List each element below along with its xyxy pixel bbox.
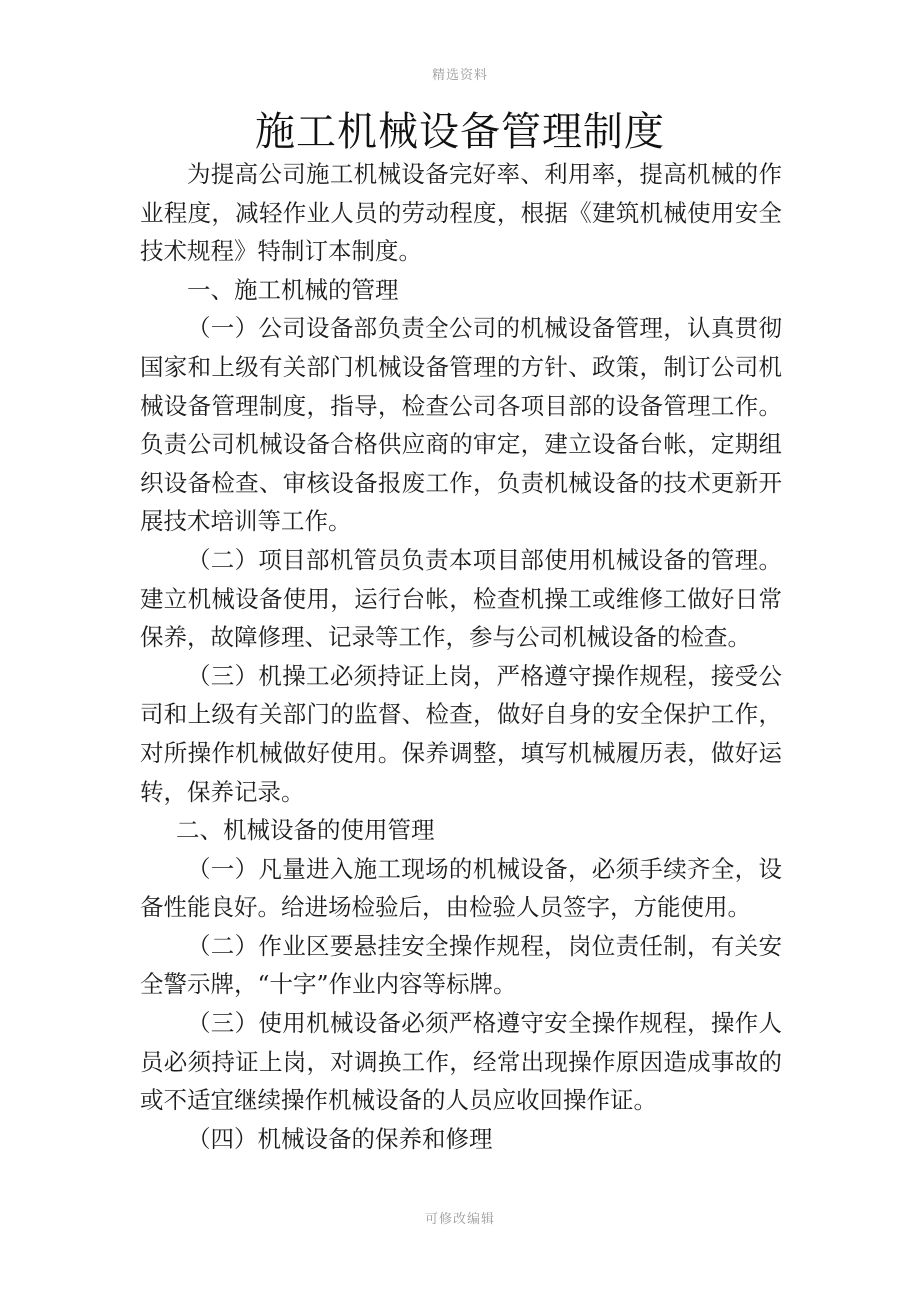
section-2-item-2: （二）作业区要悬挂安全操作规程，岗位责任制，有关安全警示牌，“十字”作业内容等标牌。: [140, 931, 782, 999]
section-1-item-2: （二）项目部机管员负责本项目部使用机械设备的管理。建立机械设备使用，运行台帐，检查机操工或维修工做好日常保养，故障修理、记录等工作，参与公司机械设备的检查。: [140, 545, 782, 652]
section-2-item-3: （三）使用机械设备必须严格遵守安全操作规程，操作人员必须持证上岗，对调换工作，经常出现操作原因造成事故的或不适宜继续操作机械设备的人员应收回操作证。: [140, 1009, 782, 1115]
section-1-item-3: （三）机操工必须持证上岗，严格遵守操作规程，接受公司和上级有关部门的监督、检查，做好自身的安全保护工作，对所操作机械做好使用。保养调整，填写机械履历表，做好运转，保养记录。: [140, 661, 782, 806]
section-2-item-1: （一）凡量进入施工现场的机械设备，必须手续齐全，设备性能良好。给进场检验后，由检验人员签字，方能使用。: [140, 854, 782, 922]
intro-paragraph: 为提高公司施工机械设备完好率、利用率，提高机械的作业程度，减轻作业人员的劳动程度，根据《建筑机械使用安全技术规程》特制订本制度。: [140, 160, 782, 266]
section-1-item-1: （一）公司设备部负责全公司的机械设备管理，认真贯彻国家和上级有关部门机械设备管理的方针、政策，制订公司机械设备管理制度，指导，检查公司各项目部的设备管理工作。负责公司机械设备合格供应商的审定，建立设备台帐，定期组织设备检查、审核设备报废工作，负责机械设备的技术更新开展技术培训等工作。: [140, 314, 782, 536]
section-2-item-4: （四）机械设备的保养和修理: [187, 1124, 493, 1153]
document-body: [140, 155, 782, 1158]
section-heading-1: 一、施工机械的管理: [187, 275, 399, 304]
page-footer-note: 可修改编辑: [424, 1212, 495, 1227]
page-header-note: 精选资料: [431, 68, 488, 83]
section-heading-2: 二、机械设备的使用管理: [176, 816, 435, 845]
document-title: 施工机械设备管理制度: [255, 109, 665, 155]
